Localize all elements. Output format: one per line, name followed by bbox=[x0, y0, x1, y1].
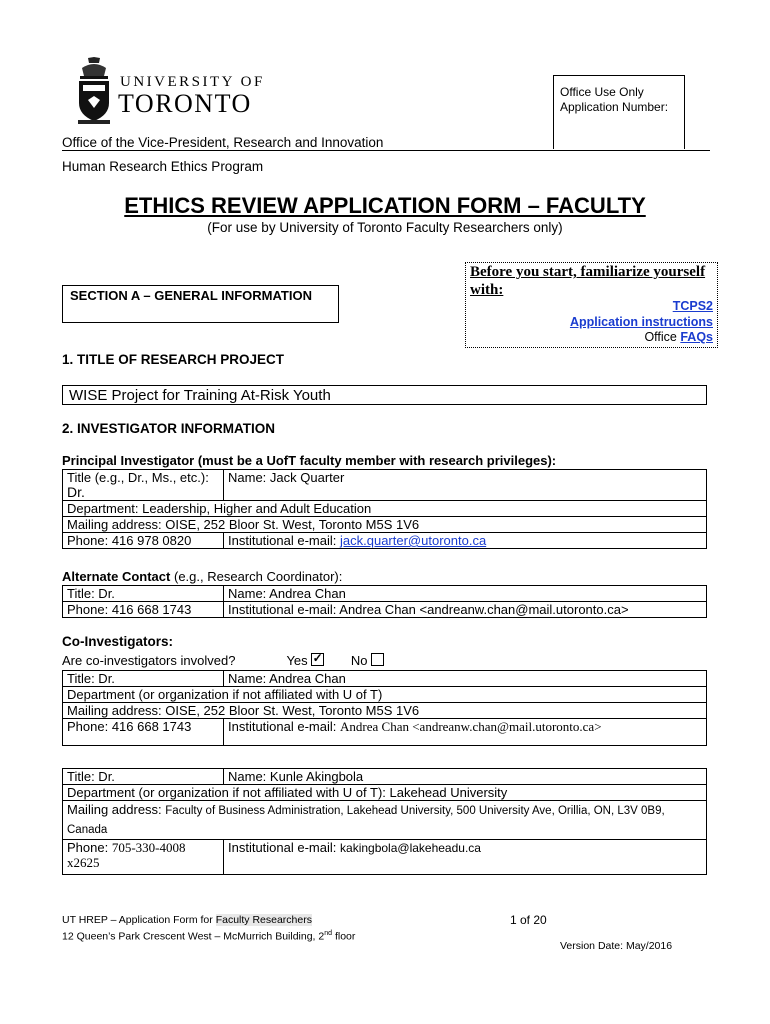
pi-phone-field[interactable]: Phone: 416 978 0820 bbox=[63, 533, 224, 549]
office-prefix: Office bbox=[644, 330, 677, 344]
footer-form-name: UT HREP – Application Form for bbox=[62, 914, 213, 926]
coi2-phone-value: 705-330-4008 x2625 bbox=[67, 840, 186, 870]
coi1-email-label: Institutional e-mail: bbox=[228, 719, 337, 734]
footer-address-sup: nd bbox=[324, 930, 333, 937]
alternate-contact-table bbox=[62, 585, 707, 618]
vp-office-line: Office of the Vice-President, Research and Innovation bbox=[62, 135, 384, 150]
coi2-email-field[interactable] bbox=[224, 840, 707, 875]
form-subtitle: (For use by University of Toronto Faculty Researchers only) bbox=[207, 220, 563, 235]
footer-left bbox=[62, 913, 355, 944]
co-investigators-question: Are co-investigators involved? bbox=[62, 653, 236, 668]
coi2-mailing-label: Mailing address: bbox=[67, 802, 162, 817]
coi1-title-field[interactable]: Title: Dr. bbox=[63, 671, 224, 687]
alt-phone-field[interactable]: Phone: 416 668 1743 bbox=[63, 602, 224, 618]
footer-address: 12 Queen’s Park Crescent West – McMurrich Building, 2 bbox=[62, 930, 325, 943]
alt-email-field[interactable]: Institutional e-mail: Andrea Chan <andreanw.chan@mail.utoronto.ca> bbox=[224, 602, 707, 618]
logo-university-of: UNIVERSITY OF bbox=[120, 74, 265, 90]
crest-icon bbox=[74, 56, 114, 126]
alternate-contact-heading bbox=[62, 569, 342, 584]
section-1-heading: 1. TITLE OF RESEARCH PROJECT bbox=[62, 352, 285, 367]
alternate-contact-note: (e.g., Research Coordinator): bbox=[173, 569, 343, 584]
coi2-title-field[interactable]: Title: Dr. bbox=[63, 769, 224, 785]
version-date: Version Date: May/2016 bbox=[560, 940, 673, 952]
section-2-heading: 2. INVESTIGATOR INFORMATION bbox=[62, 421, 276, 436]
application-number-label: Application Number: bbox=[560, 100, 669, 114]
co-investigators-question-row bbox=[62, 653, 384, 668]
page-number: 1 of 20 bbox=[510, 913, 547, 927]
application-instructions-link[interactable]: Application instructions bbox=[569, 314, 713, 329]
alt-title-field[interactable]: Title: Dr. bbox=[63, 586, 224, 602]
project-title-field[interactable]: WISE Project for Training At-Risk Youth bbox=[62, 385, 707, 405]
pi-title-label: Title (e.g., Dr., Ms., etc.): bbox=[67, 470, 209, 485]
before-you-start-heading: Before you start, familiarize yourself with: bbox=[470, 264, 706, 298]
program-line: Human Research Ethics Program bbox=[62, 159, 264, 174]
pi-email-link[interactable]: jack.quarter@utoronto.ca bbox=[340, 533, 487, 548]
yes-checkbox[interactable] bbox=[311, 653, 324, 666]
alternate-contact-label: Alternate Contact bbox=[62, 569, 171, 584]
pi-mailing-field[interactable]: Mailing address: OISE, 252 Bloor St. West, Toronto M5S 1V6 bbox=[63, 517, 707, 533]
co-investigator-2-table bbox=[62, 768, 707, 875]
office-use-label: Office Use Only bbox=[560, 85, 644, 99]
coi2-mailing-value: Faculty of Business Administration, Lakehead University, 500 University Ave, Orillia, ON, L3V 0B9, Canada bbox=[67, 805, 665, 836]
footer-highlight: Faculty Researchers bbox=[215, 914, 312, 926]
pi-department-field[interactable]: Department: Leadership, Higher and Adult Education bbox=[63, 501, 707, 517]
no-checkbox[interactable] bbox=[371, 653, 384, 666]
form-title: ETHICS REVIEW APPLICATION FORM – FACULTY bbox=[124, 193, 646, 218]
coi2-department-field[interactable]: Department (or organization if not affiliated with U of T): Lakehead University bbox=[63, 785, 707, 801]
footer-address-end: floor bbox=[334, 930, 356, 943]
coi1-mailing-field[interactable]: Mailing address: OISE, 252 Bloor St. West, Toronto M5S 1V6 bbox=[63, 703, 707, 719]
office-use-box bbox=[553, 75, 685, 149]
logo-toronto: TORONTO bbox=[118, 89, 252, 118]
pi-table bbox=[62, 469, 707, 549]
faqs-link[interactable]: FAQs bbox=[680, 330, 713, 344]
tcps2-link[interactable]: TCPS2 bbox=[672, 299, 713, 313]
coi2-mailing-field[interactable] bbox=[63, 801, 707, 840]
coi2-phone-field[interactable] bbox=[63, 840, 224, 875]
university-logo bbox=[74, 56, 274, 136]
pi-name-field[interactable]: Name: Jack Quarter bbox=[224, 470, 707, 501]
coi2-email-label: Institutional e-mail: bbox=[228, 840, 337, 855]
no-label: No bbox=[350, 653, 368, 668]
header-rule bbox=[62, 150, 710, 151]
coi2-name-field[interactable]: Name: Kunle Akingbola bbox=[224, 769, 707, 785]
coi1-email-field[interactable] bbox=[224, 719, 707, 746]
alt-name-field[interactable]: Name: Andrea Chan bbox=[224, 586, 707, 602]
coi1-email-value: Andrea Chan <andreanw.chan@mail.utoronto.ca> bbox=[340, 719, 602, 734]
coi2-email-value: kakingbola@lakeheadu.ca bbox=[340, 841, 481, 855]
before-you-start-box bbox=[465, 262, 718, 348]
pi-title-field[interactable] bbox=[63, 470, 224, 501]
co-investigator-1-table bbox=[62, 670, 707, 746]
coi1-phone-field[interactable]: Phone: 416 668 1743 bbox=[63, 719, 224, 746]
yes-label: Yes bbox=[286, 653, 308, 668]
pi-email-label: Institutional e-mail: bbox=[228, 533, 337, 548]
pi-email-field[interactable] bbox=[224, 533, 707, 549]
pi-title-value: Dr. bbox=[67, 484, 85, 500]
coi1-name-field[interactable]: Name: Andrea Chan bbox=[224, 671, 707, 687]
coi2-phone-label: Phone: bbox=[67, 840, 109, 855]
section-a-heading: SECTION A – GENERAL INFORMATION bbox=[62, 285, 339, 323]
co-investigators-heading: Co-Investigators: bbox=[62, 634, 174, 649]
pi-heading: Principal Investigator (must be a UofT faculty member with research privileges): bbox=[62, 453, 557, 468]
coi1-department-field[interactable]: Department (or organization if not affiliated with U of T) bbox=[63, 687, 707, 703]
